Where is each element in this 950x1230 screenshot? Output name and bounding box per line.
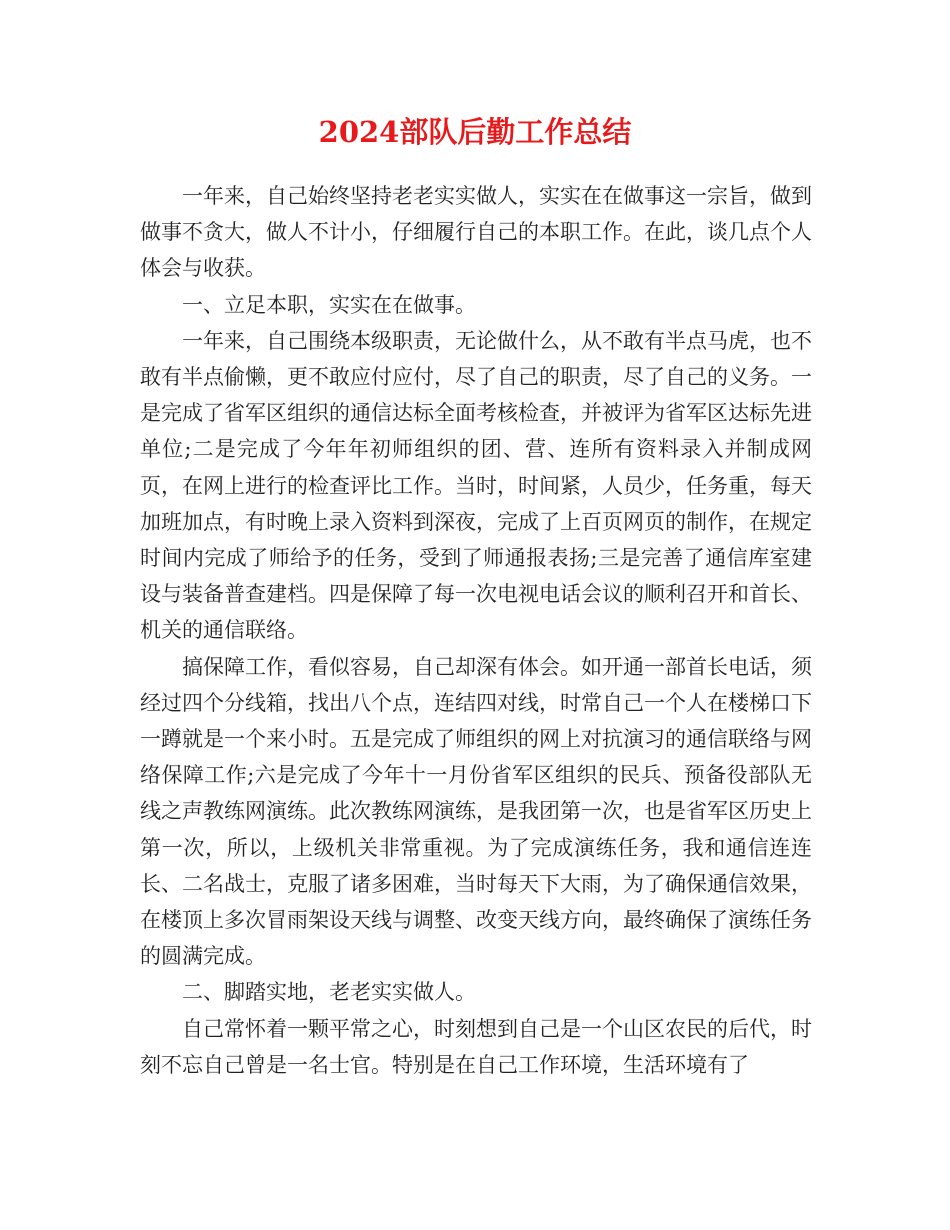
- paragraph-intro: 一年来，自己始终坚持老老实实做人，实实在在做事这一宗旨，做到做事不贪大，做人不计小，仔细履行自己的本职工作。在此，谈几点个人体会与收获。: [140, 184, 812, 281]
- document-title: 2024部队后勤工作总结: [318, 115, 632, 149]
- paragraph-section-1-a: 一年来，自己围绕本级职责，无论做什么，从不敢有半点马虎，也不敢有半点偷懒，更不敢应付应付，尽了自己的职责，尽了自己的义务。一是完成了省军区组织的通信达标全面考核检查，并被评为省军区达标先进单位;二是完成了今年年初师组织的团、营、连所有资料录入并制成网页，在网上进行的检查评比工作。当时，时间紧，人员少，任务重，每天加班加点，有时晚上录入资料到深夜，完成了上百页网页的制作，在规定时间内完成了师给予的任务，受到了师通报表扬;三是完善了通信库室建设与装备普查建档。四是保障了每一次电视电话会议的顺利召开和首长、机关的通信联络。: [140, 328, 812, 643]
- document-body: [140, 178, 812, 1083]
- paragraph-section-2-a: 自己常怀着一颗平常之心，时刻想到自己是一个山区农民的后代，时刻不忘自己曾是一名士官。特别是在自己工作环境，生活环境有了: [140, 1016, 812, 1077]
- paragraph-section-1-b: 搞保障工作，看似容易，自己却深有体会。如开通一部首长电话，须经过四个分线箱，找出八个点，连结四对线，时常自己一个人在楼梯口下一蹲就是一个来小时。五是完成了师组织的网上对抗演习的通信联络与网络保障工作;六是完成了今年十一月份省军区组织的民兵、预备役部队无线之声教练网演练。此次教练网演练，是我团第一次，也是省军区历史上第一次，所以，上级机关非常重视。为了完成演练任务，我和通信连连长、二名战士，克服了诸多困难，当时每天下大雨，为了确保通信效果，在楼顶上多次冒雨架设天线与调整、改变天线方向，最终确保了演练任务的圆满完成。: [140, 654, 812, 969]
- section-heading-2: 二、脚踏实地，老老实实做人。: [182, 980, 476, 1005]
- section-heading-1: 一、立足本职，实实在在做事。: [182, 292, 476, 317]
